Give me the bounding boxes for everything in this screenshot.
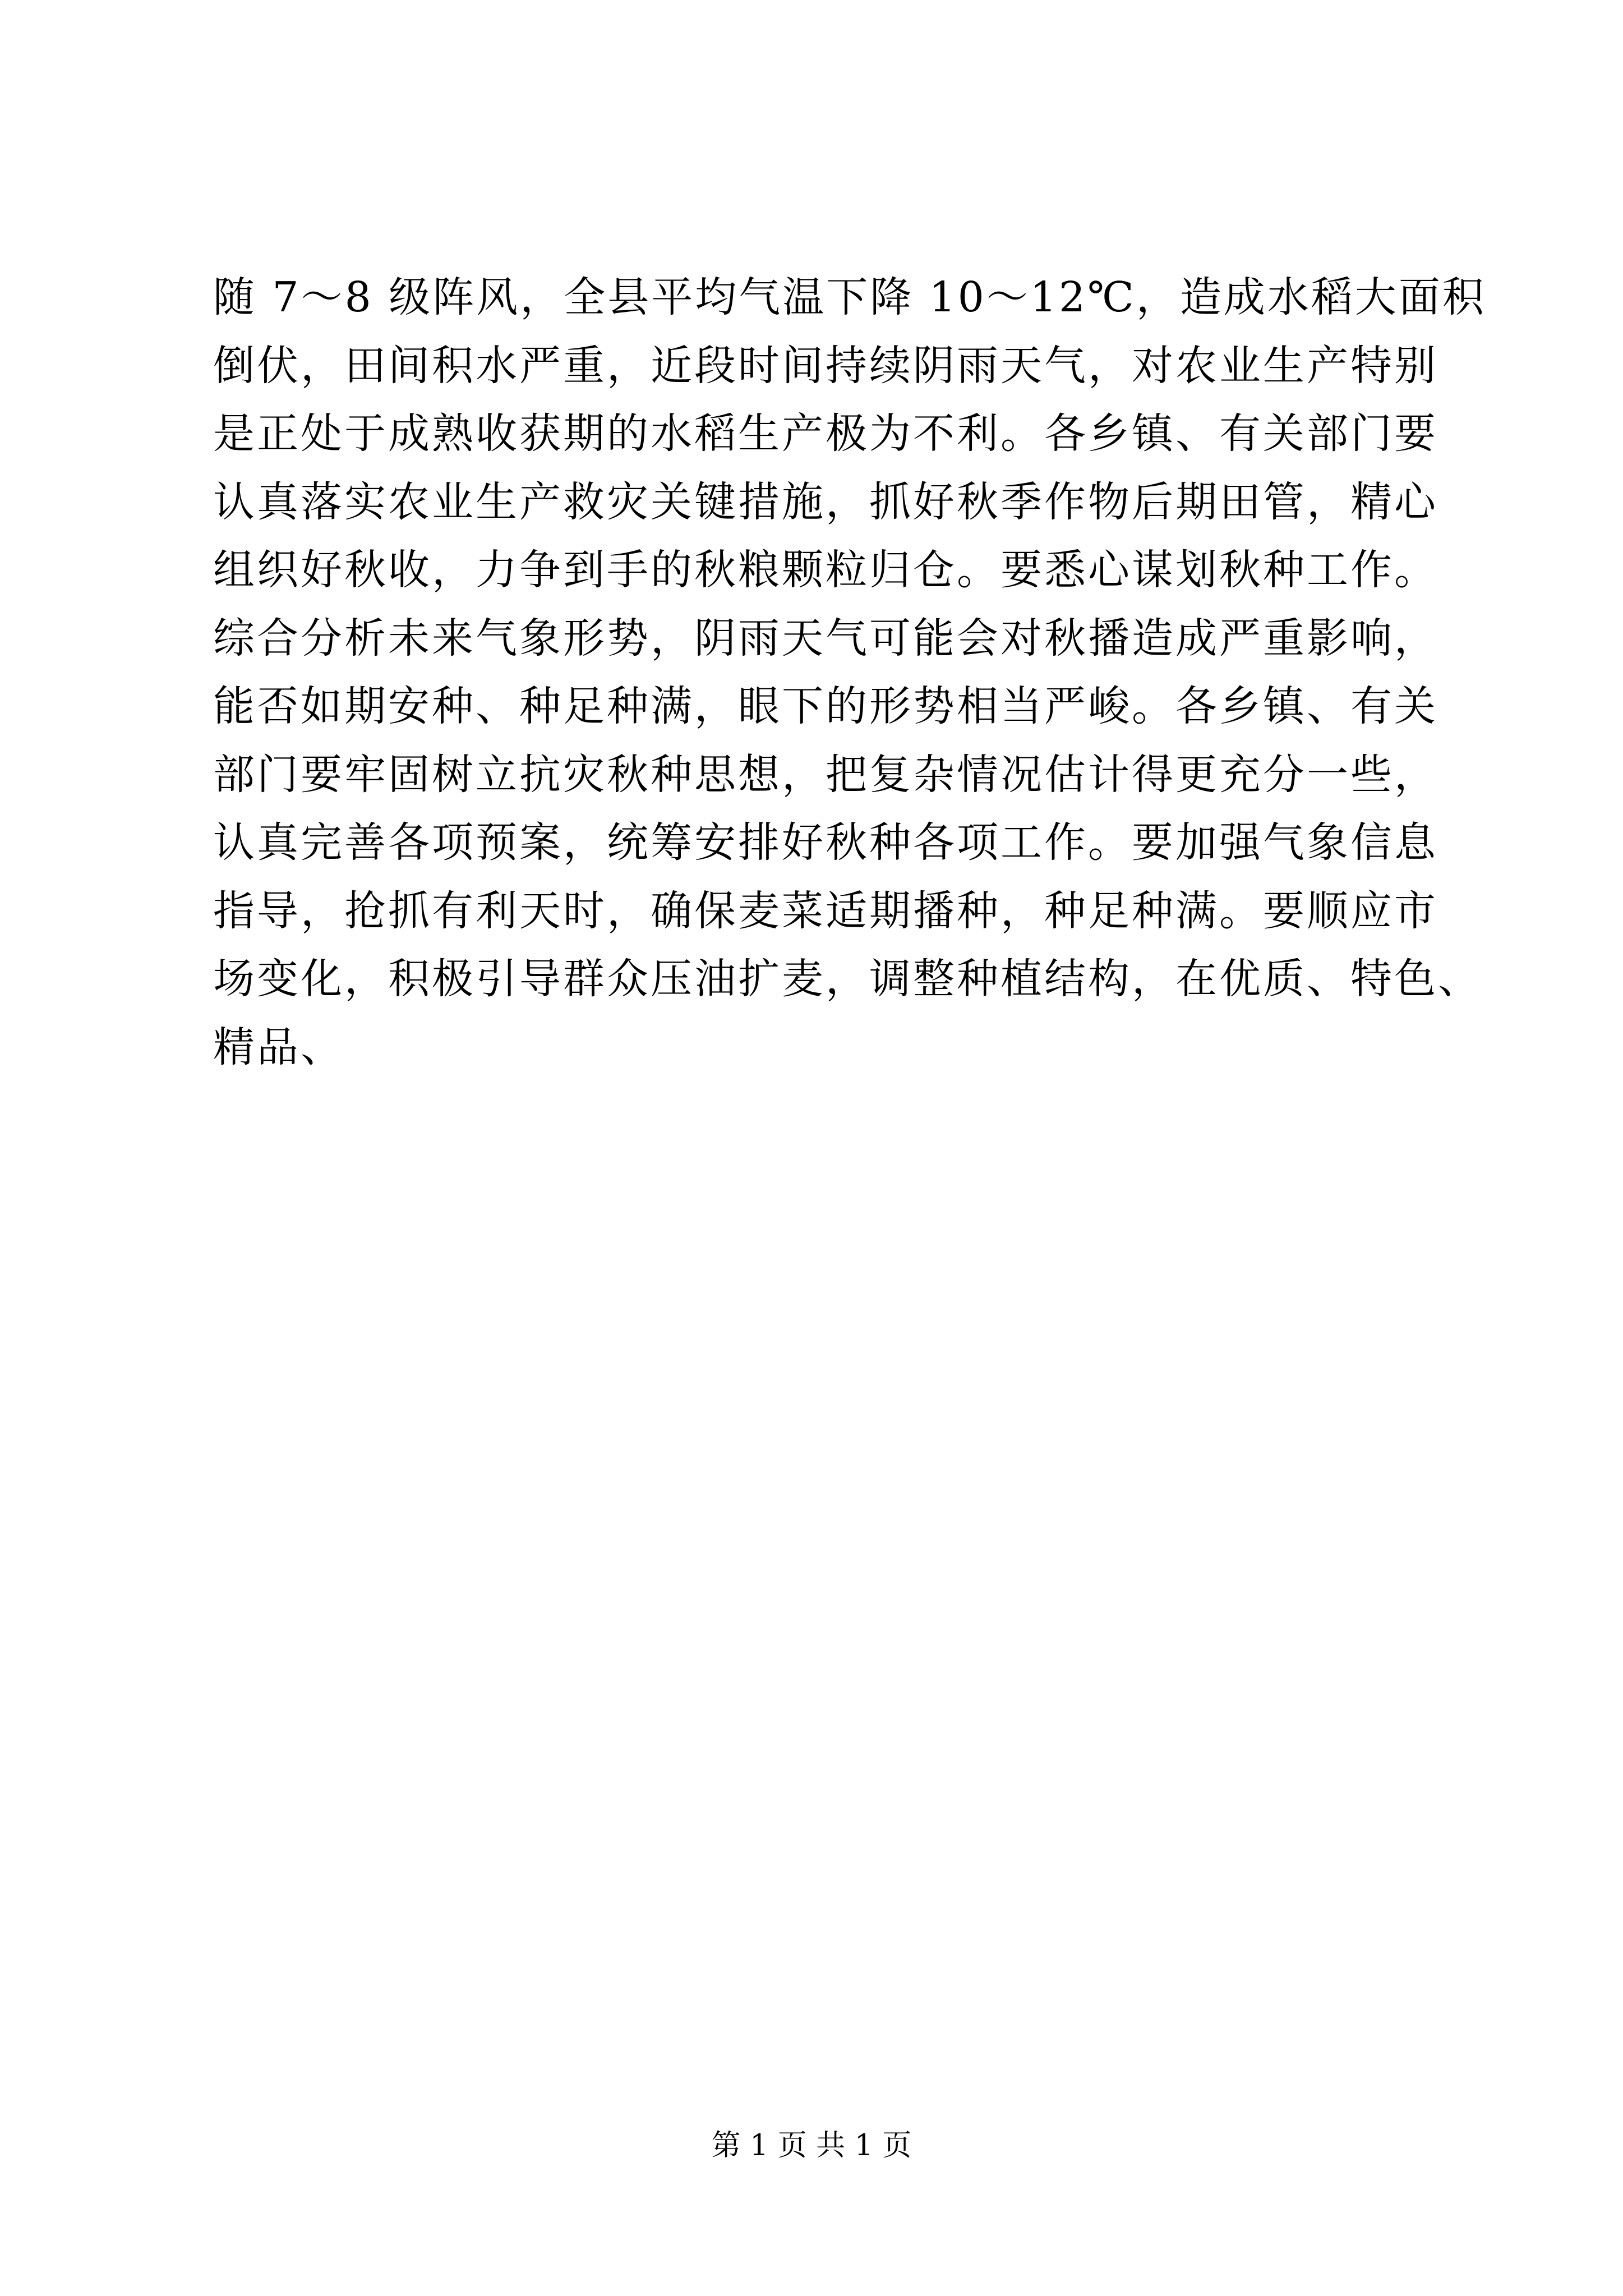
text-line: 指导，抢抓有利天时，确保麦菜适期播种，种足种满。要顺应市 [213, 886, 1438, 935]
text-line: 组织好秋收，力争到手的秋粮颗粒归仓。要悉心谋划秋种工作。 [213, 546, 1438, 594]
text-line: 综合分析未来气象形势，阴雨天气可能会对秋播造成严重影响， [213, 614, 1438, 662]
text-line: 场变化，积极引导群众压油扩麦，调整种植结构，在优质、特色、 [213, 955, 1482, 1003]
text-line: 精品、 [213, 1023, 344, 1071]
text-line: 随 7～8 级阵风，全县平均气温下降 10～12℃，造成水稻大面积 [213, 273, 1486, 321]
page-number-footer: 第 1 页 共 1 页 [711, 2129, 912, 2162]
body-paragraph [213, 264, 1486, 1082]
text-line: 能否如期安种、种足种满，眼下的形势相当严峻。各乡镇、有关 [213, 682, 1438, 730]
text-line: 倒伏，田间积水严重，近段时间持续阴雨天气，对农业生产特别 [213, 341, 1438, 390]
text-line: 认真完善各项预案，统筹安排好秋种各项工作。要加强气象信息 [213, 818, 1438, 867]
text-line: 部门要牢固树立抗灾秋种思想，把复杂情况估计得更充分一些， [213, 750, 1438, 799]
text-line: 认真落实农业生产救灾关键措施，抓好秋季作物后期田管，精心 [213, 477, 1438, 526]
text-line: 是正处于成熟收获期的水稻生产极为不利。各乡镇、有关部门要 [213, 409, 1438, 458]
